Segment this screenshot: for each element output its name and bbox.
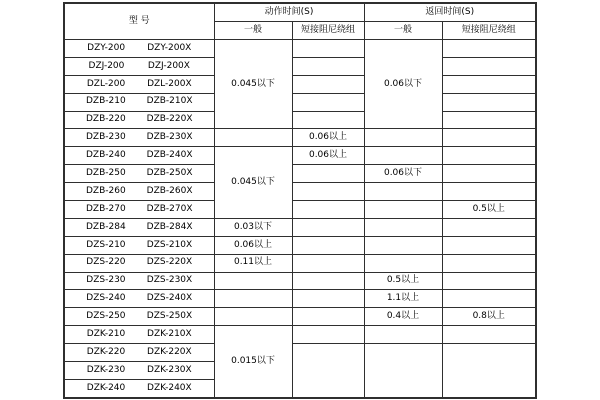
model-name: DZB-270 — [85, 203, 126, 214]
table-row — [64, 183, 536, 201]
model-name-x: DZB-240X — [146, 150, 193, 161]
model-name-x: DZY-200X — [147, 42, 192, 53]
model-name-x: DZJ-200X — [147, 60, 190, 71]
table-row — [64, 75, 536, 93]
action-damping-cell — [292, 93, 364, 111]
action-damping-cell — [292, 165, 364, 183]
model-name-x: DZL-200X — [147, 78, 192, 89]
table-row — [64, 290, 536, 308]
relay-timing-table — [63, 2, 537, 399]
model-name: DZK-240 — [86, 382, 126, 393]
return-general-cell — [364, 147, 442, 165]
action-general-cell: 0.045以下 — [214, 40, 292, 129]
table-row — [64, 111, 536, 129]
action-general-cell: 0.03以下 — [214, 218, 292, 236]
table-header — [64, 3, 536, 40]
table-row — [64, 218, 536, 236]
action-general-cell — [214, 272, 292, 290]
return-general-cell — [364, 129, 442, 147]
action-general-cell — [214, 290, 292, 308]
model-cell — [64, 326, 214, 344]
model-name: DZB-210 — [85, 96, 126, 107]
table-row — [64, 40, 536, 58]
return-damping-cell: 0.8以上 — [442, 308, 536, 326]
return-general-cell — [364, 183, 442, 201]
action-general-cell: 0.11以上 — [214, 254, 292, 272]
action-general-cell — [214, 308, 292, 326]
model-name-x: DZS-240X — [146, 293, 193, 304]
return-damping-cell: 0.5以上 — [442, 201, 536, 219]
return-general-cell — [364, 254, 442, 272]
model-cell — [64, 344, 214, 362]
table-row — [64, 272, 536, 290]
return-damping-cell — [442, 218, 536, 236]
model-name: DZB-230 — [85, 132, 126, 143]
model-name: DZJ-200 — [88, 60, 125, 71]
model-cell — [64, 129, 214, 147]
model-name-x: DZK-240X — [147, 382, 192, 393]
return-damping-cell — [442, 290, 536, 308]
model-name-x: DZS-210X — [146, 239, 193, 250]
return-general-cell: 0.06以下 — [364, 165, 442, 183]
return-general-cell: 1.1以上 — [364, 290, 442, 308]
model-cell — [64, 75, 214, 93]
action-general-cell: 0.045以下 — [214, 147, 292, 219]
header-action-time: 动作时间(S) — [214, 3, 364, 22]
model-name: DZB-284 — [85, 221, 126, 232]
return-damping-cell — [442, 254, 536, 272]
action-damping-cell — [292, 254, 364, 272]
return-damping-cell — [442, 75, 536, 93]
header-model: 型 号 — [64, 3, 214, 40]
model-name: DZB-240 — [85, 150, 126, 161]
model-name: DZS-240 — [86, 293, 126, 304]
table-row — [64, 93, 536, 111]
table-row — [64, 147, 536, 165]
return-general-cell: 0.4以上 — [364, 308, 442, 326]
header-action-damping: 短接阻尼绕组 — [292, 22, 364, 40]
return-general-cell — [364, 326, 442, 344]
model-name: DZS-230 — [86, 275, 126, 286]
return-damping-cell — [442, 344, 536, 398]
action-damping-cell — [292, 40, 364, 58]
header-return-damping: 短接阻尼绕组 — [442, 22, 536, 40]
action-damping-cell — [292, 344, 364, 398]
model-cell — [64, 254, 214, 272]
model-name-x: DZB-230X — [146, 132, 193, 143]
model-cell — [64, 165, 214, 183]
model-name-x: DZB-260X — [146, 185, 193, 196]
header-action-general: 一般 — [214, 22, 292, 40]
return-damping-cell — [442, 326, 536, 344]
action-damping-cell — [292, 272, 364, 290]
action-damping-cell — [292, 57, 364, 75]
model-cell — [64, 57, 214, 75]
model-cell — [64, 362, 214, 380]
model-cell — [64, 93, 214, 111]
return-general-cell — [364, 218, 442, 236]
return-damping-cell — [442, 57, 536, 75]
model-name-x: DZS-230X — [146, 275, 193, 286]
table-row — [64, 254, 536, 272]
model-cell — [64, 236, 214, 254]
model-name: DZK-230 — [86, 364, 126, 375]
return-damping-cell — [442, 111, 536, 129]
model-cell — [64, 147, 214, 165]
action-damping-cell — [292, 201, 364, 219]
model-cell — [64, 272, 214, 290]
model-name: DZB-220 — [85, 114, 126, 125]
action-damping-cell — [292, 326, 364, 344]
table-row — [64, 236, 536, 254]
action-damping-cell: 0.06以上 — [292, 147, 364, 165]
action-general-cell — [214, 129, 292, 147]
model-name-x: DZB-250X — [146, 167, 193, 178]
action-damping-cell — [292, 308, 364, 326]
model-cell — [64, 290, 214, 308]
model-name-x: DZK-220X — [147, 346, 192, 357]
model-name-x: DZB-220X — [146, 114, 193, 125]
table-row — [64, 129, 536, 147]
table-row — [64, 326, 536, 344]
model-name: DZS-250 — [86, 311, 126, 322]
return-general-cell — [364, 344, 442, 398]
model-cell — [64, 40, 214, 58]
action-damping-cell — [292, 111, 364, 129]
return-damping-cell — [442, 165, 536, 183]
table-body — [64, 40, 536, 398]
return-general-cell: 0.5以上 — [364, 272, 442, 290]
model-cell — [64, 111, 214, 129]
model-cell — [64, 379, 214, 397]
table-row — [64, 344, 536, 362]
model-name-x: DZB-284X — [146, 221, 193, 232]
model-cell — [64, 218, 214, 236]
action-damping-cell — [292, 236, 364, 254]
model-cell — [64, 183, 214, 201]
model-name: DZK-210 — [86, 328, 126, 339]
model-cell — [64, 201, 214, 219]
table-row — [64, 201, 536, 219]
model-name: DZS-220 — [86, 257, 126, 268]
return-damping-cell — [442, 40, 536, 58]
table-row — [64, 165, 536, 183]
return-damping-cell — [442, 129, 536, 147]
action-general-cell: 0.06以上 — [214, 236, 292, 254]
model-name: DZL-200 — [86, 78, 126, 89]
return-damping-cell — [442, 183, 536, 201]
model-name: DZB-250 — [85, 167, 126, 178]
return-damping-cell — [442, 236, 536, 254]
return-damping-cell — [442, 93, 536, 111]
model-name-x: DZB-210X — [146, 96, 193, 107]
model-name-x: DZK-210X — [147, 328, 192, 339]
model-name: DZY-200 — [87, 42, 126, 53]
model-name: DZB-260 — [85, 185, 126, 196]
action-damping-cell — [292, 290, 364, 308]
model-name: DZS-210 — [86, 239, 126, 250]
action-general-cell: 0.015以下 — [214, 326, 292, 398]
return-damping-cell — [442, 147, 536, 165]
return-damping-cell — [442, 272, 536, 290]
header-return-general: 一般 — [364, 22, 442, 40]
model-name: DZK-220 — [86, 346, 126, 357]
header-return-time: 返回时间(S) — [364, 3, 536, 22]
action-damping-cell — [292, 218, 364, 236]
action-damping-cell: 0.06以上 — [292, 129, 364, 147]
model-name-x: DZB-270X — [146, 203, 193, 214]
action-damping-cell — [292, 183, 364, 201]
action-damping-cell — [292, 75, 364, 93]
table-row — [64, 57, 536, 75]
model-cell — [64, 308, 214, 326]
model-name-x: DZS-250X — [146, 311, 193, 322]
table-row — [64, 308, 536, 326]
return-general-cell: 0.06以下 — [364, 40, 442, 129]
return-general-cell — [364, 236, 442, 254]
model-name-x: DZK-230X — [147, 364, 192, 375]
model-name-x: DZS-220X — [146, 257, 193, 268]
return-general-cell — [364, 201, 442, 219]
